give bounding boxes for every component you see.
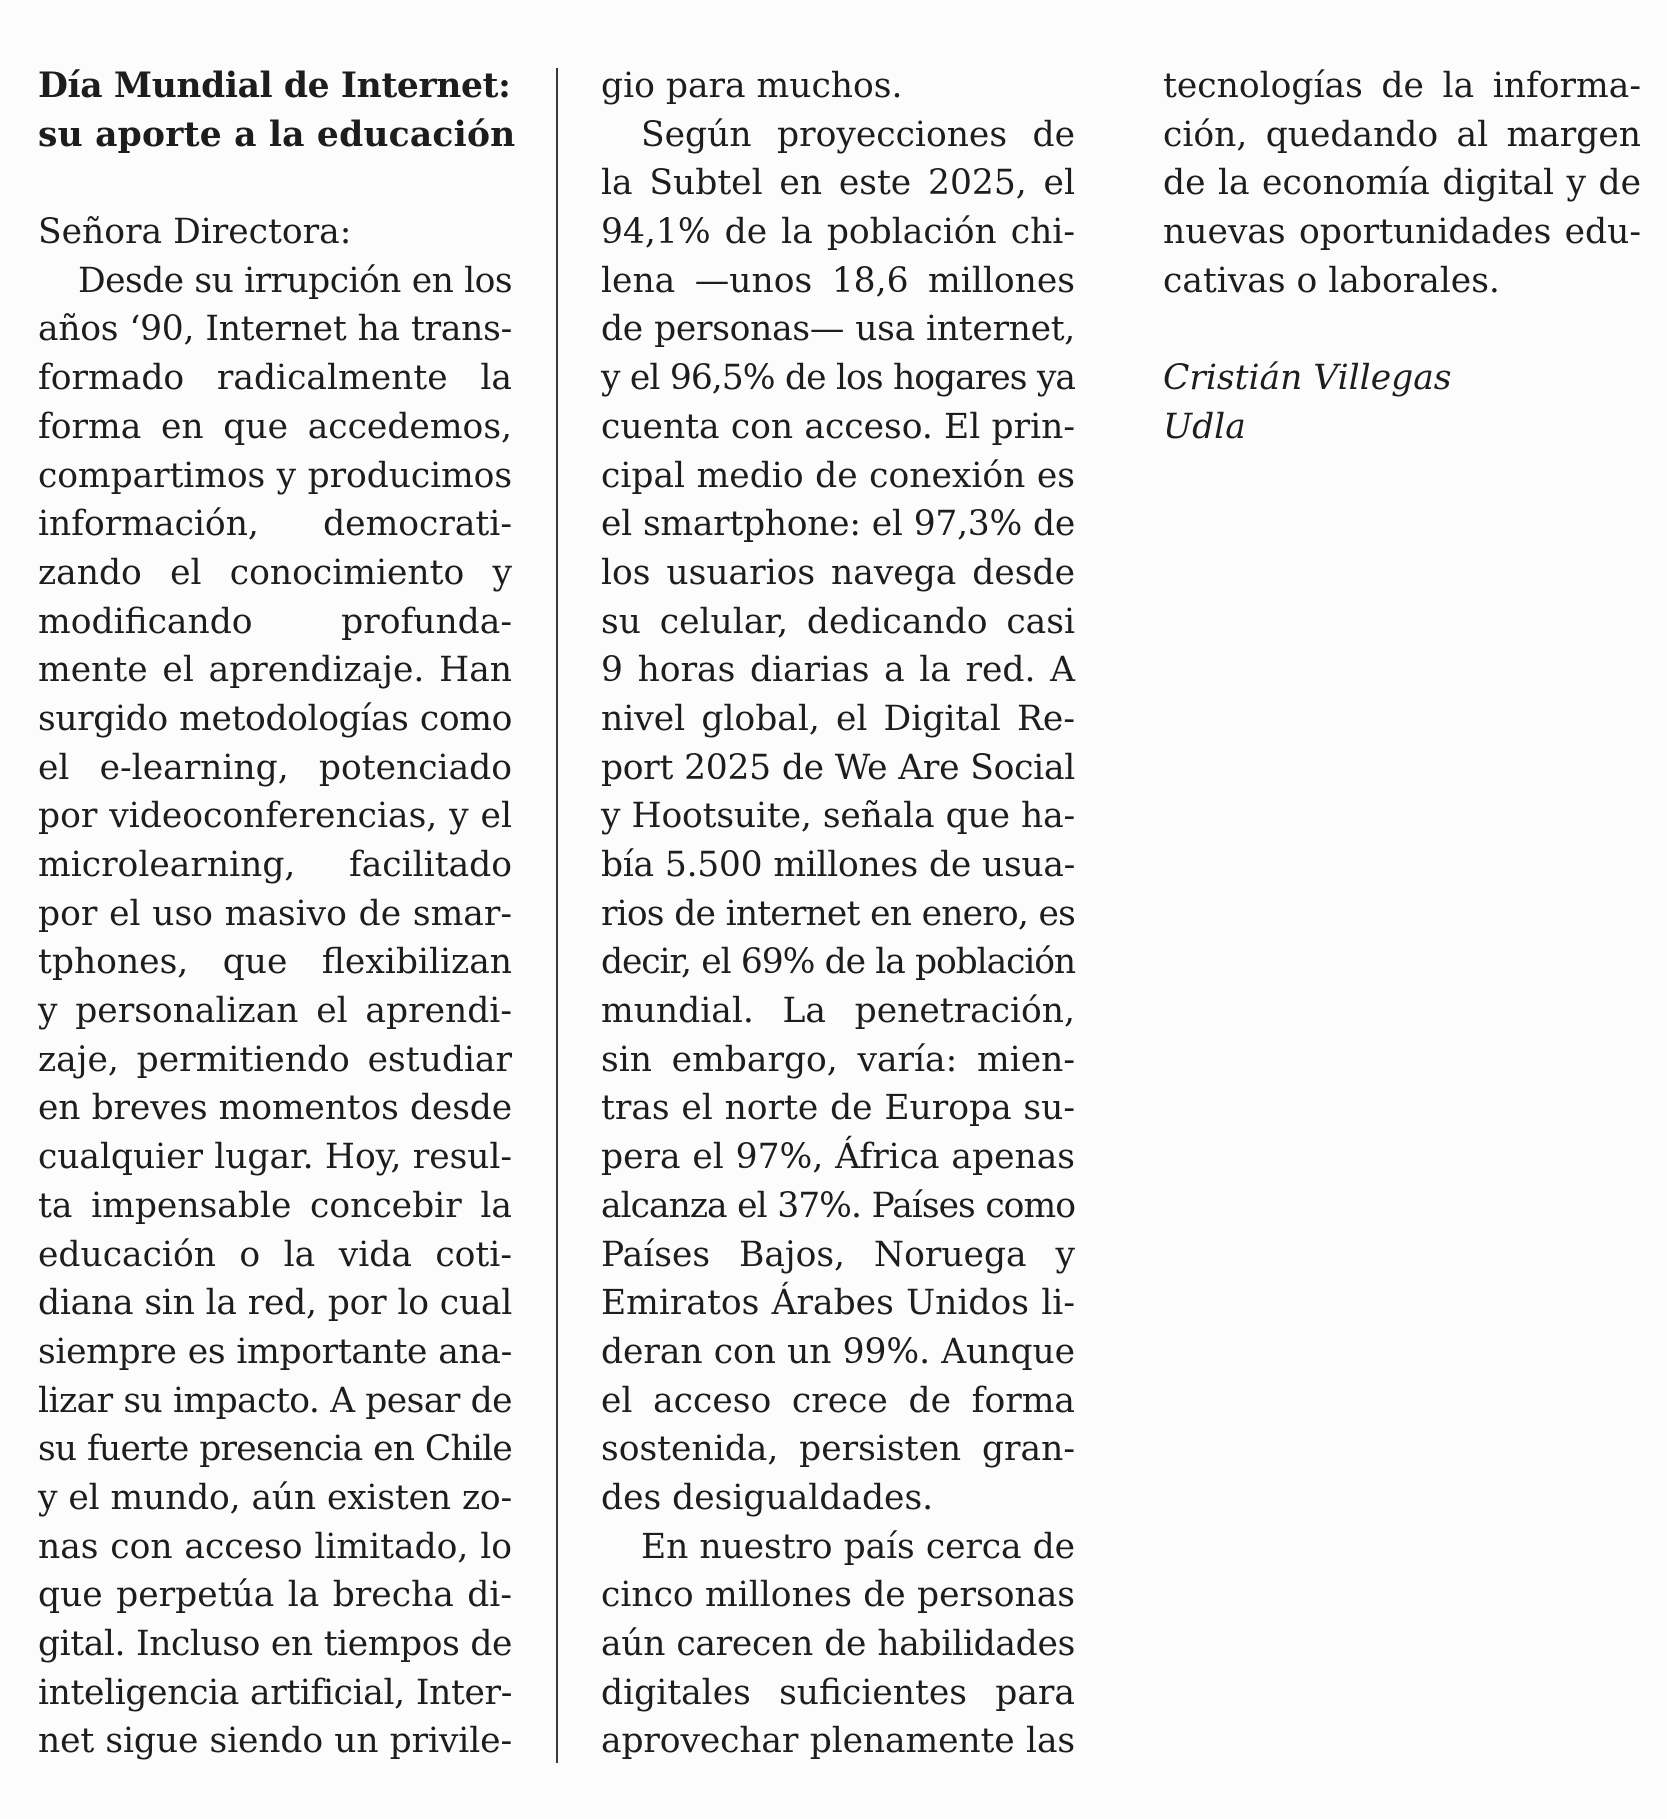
text-line: deran con un 99%. Aunque [601,1331,1075,1372]
text-line: alcanza el 37%. Países como [601,1185,1075,1226]
text-line: y personalizan el aprendi- [38,991,512,1032]
text-line: cinco millones de personas [601,1575,1075,1616]
text-line: de personas— usa internet, [601,309,1075,350]
text-line: net sigue siendo un privile- [38,1721,512,1762]
column-1-text [38,257,512,1766]
text-line: pera el 97%, África apenas [601,1137,1075,1178]
text-line: des desigualdades. [601,1477,934,1518]
text-line: modificando profunda- [38,601,512,642]
text-line: bía 5.500 millones de usua- [601,845,1075,885]
text-line: digitales suficientes para [601,1672,1075,1713]
text-line: educación o la vida coti- [38,1234,512,1275]
text-line: En nuestro país cerca de [641,1526,1075,1567]
text-line: tecnologías de la informa- [1163,66,1641,106]
text-line: tras el norte de Europa su- [601,1088,1075,1129]
text-line: microlearning, facilitado [38,845,512,885]
column-3 [1163,62,1641,452]
text-line: mente el aprendizaje. Han [38,650,512,691]
text-line: Países Bajos, Noruega y [601,1234,1075,1275]
text-line: rios de internet en enero, es [601,893,1075,934]
text-line: diana sin la red, por lo cual [38,1283,512,1324]
text-line: nivel global, el Digital Re- [601,698,1075,739]
salutation [38,208,512,257]
text-line: 9 horas diarias a la red. A [601,650,1075,691]
text-line: ta impensable concebir la [38,1185,512,1226]
column-divider [556,68,558,1763]
text-line: gio para muchos. [601,66,903,106]
text-line: zaje, permitiendo estudiar [38,1039,512,1080]
text-line: ción, quedando al margen [1163,114,1641,155]
text-line: surgido metodologías como [38,698,512,739]
text-line: port 2025 de We Are Social [601,747,1075,788]
text-line: mundial. La penetración, [601,991,1075,1032]
text-line: sin embargo, varía: mien- [601,1039,1075,1080]
salutation-text: Señora Directora: [38,212,352,253]
text-line: Según proyecciones de [641,114,1075,155]
text-line: y el mundo, aún existen zo- [38,1477,512,1518]
signature [1163,354,1641,451]
text-line: el acceso crece de forma [601,1380,1075,1421]
text-line: nuevas oportunidades edu- [1163,212,1641,253]
spacer [1163,305,1641,354]
text-line: cipal medio de conexión es [601,455,1075,496]
text-line: forma en que accedemos, [38,406,512,447]
text-line: nas con acceso limitado, lo [38,1526,512,1567]
signature-name: Cristián Villegas [1163,358,1452,399]
text-line: de la economía digital y de [1163,163,1641,204]
text-line: los usuarios navega desde [601,552,1075,593]
text-line: aprovechar plenamente las [601,1721,1075,1762]
text-line: formado radicalmente la [38,358,512,399]
text-line: el e-learning, potenciado [38,747,512,788]
text-line: su fuerte presencia en Chile [38,1429,512,1470]
text-line: gital. Incluso en tiempos de [38,1624,512,1664]
text-line: y el 96,5% de los hogares ya [601,358,1075,399]
text-line: la Subtel en este 2025, el [601,163,1075,204]
spacer [38,159,512,208]
text-line: su celular, dedicando casi [601,601,1075,642]
text-line: y Hootsuite, señala que ha- [601,796,1075,837]
text-line: cuenta con acceso. El prin- [601,406,1075,447]
text-line: sostenida, persisten gran- [601,1429,1075,1470]
text-line: cualquier lugar. Hoy, resul- [38,1137,512,1178]
text-line: por el uso masivo de smar- [38,893,512,934]
headline-line: Día Mundial de Internet: [38,66,511,106]
column-2 [601,62,1075,1766]
text-line: inteligencia artificial, Inter- [38,1672,512,1713]
text-line: por videoconferencias, y el [38,796,512,837]
text-line: 94,1% de la población chi- [601,212,1075,253]
letter-headline [38,62,516,159]
text-line: cativas o laborales. [1163,260,1500,301]
text-line: que perpetúa la brecha di- [38,1575,512,1616]
column-1 [38,62,516,1766]
text-line: decir, el 69% de la población [601,942,1075,983]
headline-line: su aporte a la educación [38,114,516,155]
text-line: siempre es importante ana- [38,1331,512,1372]
text-line: zando el conocimiento y [38,552,512,593]
text-line: lena —unos 18,6 millones [601,260,1075,301]
text-line: compartimos y producimos [38,455,512,496]
text-line: en breves momentos desde [38,1088,512,1129]
text-line: el smartphone: el 97,3% de [601,504,1075,545]
signature-affiliation: Udla [1163,406,1246,447]
text-line: información, democrati- [38,504,512,545]
text-line: Emiratos Árabes Unidos li- [601,1283,1075,1324]
text-line: Desde su irrupción en los [78,260,512,301]
text-line: años ‘90, Internet ha trans- [38,309,512,350]
text-line: tphones, que flexibilizan [38,942,512,983]
text-line: aún carecen de habilidades [601,1624,1075,1664]
text-line: lizar su impacto. A pesar de [38,1380,512,1421]
